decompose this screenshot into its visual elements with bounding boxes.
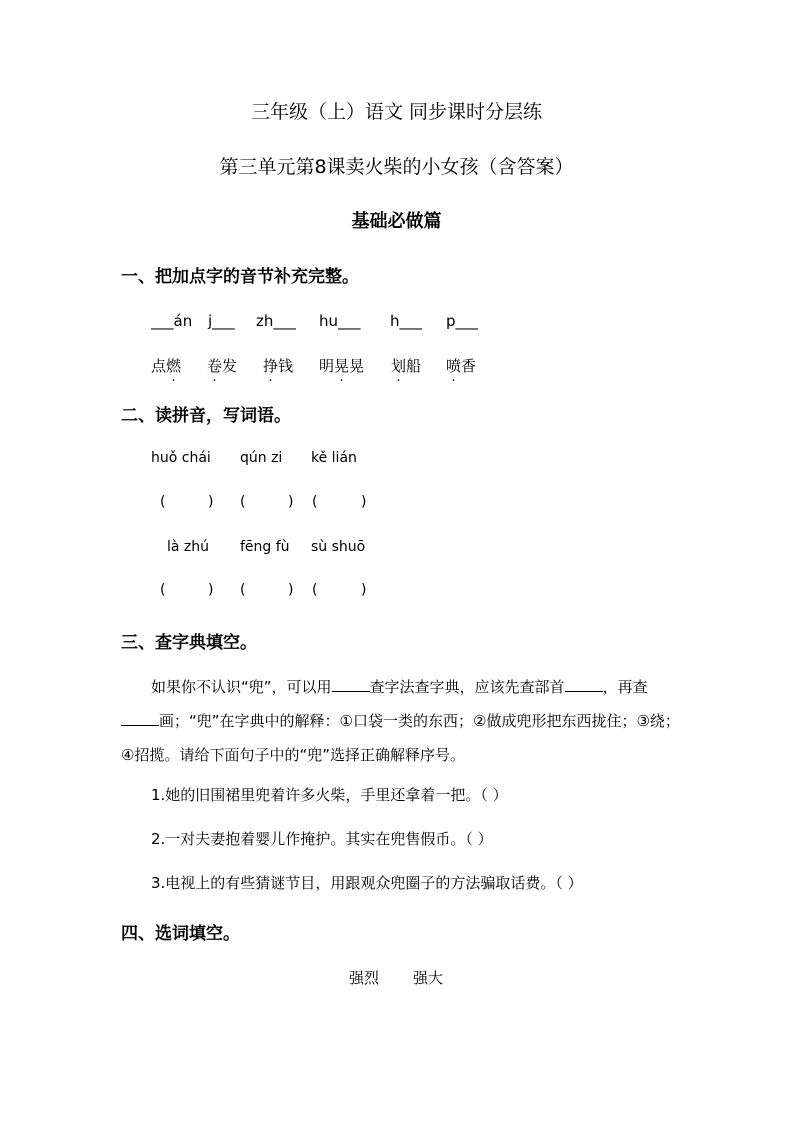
level-title: 基础必做篇 bbox=[351, 211, 442, 232]
syllable-blank: hu___ bbox=[319, 312, 361, 330]
answer-paren-open: ( bbox=[160, 582, 166, 598]
answer-paren-close: ) bbox=[361, 494, 367, 510]
syllable-blank: p___ bbox=[446, 312, 479, 330]
pinyin-item: sù shuō bbox=[311, 539, 366, 555]
answer-paren-open: ( bbox=[312, 582, 318, 598]
section4-heading: 四、选词填空。 bbox=[121, 924, 240, 944]
pinyin-item: huǒ chái bbox=[151, 450, 211, 466]
question-item: 1.她的旧围裙里兜着许多火柴，手里还拿着一把。（ ） bbox=[151, 786, 508, 804]
section2-heading: 二、读拼音，写词语。 bbox=[121, 406, 291, 426]
word-item: 挣钱 bbox=[263, 357, 294, 375]
answer-paren-close: ) bbox=[288, 582, 294, 598]
answer-paren-open: ( bbox=[240, 582, 246, 598]
section3-heading: 三、查字典填空。 bbox=[121, 633, 257, 653]
syllable-blank: ___án bbox=[151, 312, 193, 330]
answer-paren-close: ) bbox=[208, 494, 214, 510]
section1-heading: 一、把加点字的音节补充完整。 bbox=[121, 267, 359, 287]
syllable-blank: zh___ bbox=[256, 312, 296, 330]
answer-paren-open: ( bbox=[160, 494, 166, 510]
fill-blank bbox=[332, 676, 370, 692]
answer-paren-close: ) bbox=[208, 582, 214, 598]
answer-paren-open: ( bbox=[240, 494, 246, 510]
word-item: 明晃晃 bbox=[319, 357, 365, 375]
word-item: 喷香 bbox=[446, 357, 477, 375]
pinyin-item: là zhú bbox=[167, 539, 210, 555]
word-item: 划船 bbox=[391, 357, 422, 375]
pinyin-item: fēng fù bbox=[240, 539, 290, 555]
pinyin-item: qún zi bbox=[240, 450, 283, 466]
word-item: 卷发 bbox=[207, 357, 238, 375]
word-option: 强大 bbox=[413, 969, 444, 987]
word-option: 强烈 bbox=[349, 969, 380, 987]
word-item: 点燃 bbox=[151, 357, 182, 375]
pinyin-item: kě lián bbox=[311, 450, 357, 466]
question-item: 2.一对夫妻抱着婴儿作掩护。其实在兜售假币。（ ） bbox=[151, 830, 493, 848]
answer-paren-close: ) bbox=[361, 582, 367, 598]
lesson-title: 第三单元第8课卖火柴的小女孩（含答案） bbox=[219, 156, 574, 178]
syllable-blank: j___ bbox=[208, 312, 235, 330]
syllable-blank: h___ bbox=[390, 312, 423, 330]
fill-blank bbox=[121, 710, 159, 726]
dictionary-paragraph: 如果你不认识“兜”，可以用 查字法查字典，应该先查部首 ，再查画；“兜”在字典中的解释：①口袋一类的东西；②做成兜形把东西拢住；③绕；④招揽。请给下面句子中的“兜”选择正确解释序号。 bbox=[121, 678, 680, 764]
fill-blank bbox=[565, 676, 603, 692]
question-item: 3.电视上的有些猜谜节目，用跟观众兜圈子的方法骗取话费。（ ） bbox=[151, 874, 583, 892]
answer-paren-close: ) bbox=[288, 494, 294, 510]
worksheet-title: 三年级（上）语文 同步课时分层练 bbox=[250, 101, 543, 123]
answer-paren-open: ( bbox=[312, 494, 318, 510]
